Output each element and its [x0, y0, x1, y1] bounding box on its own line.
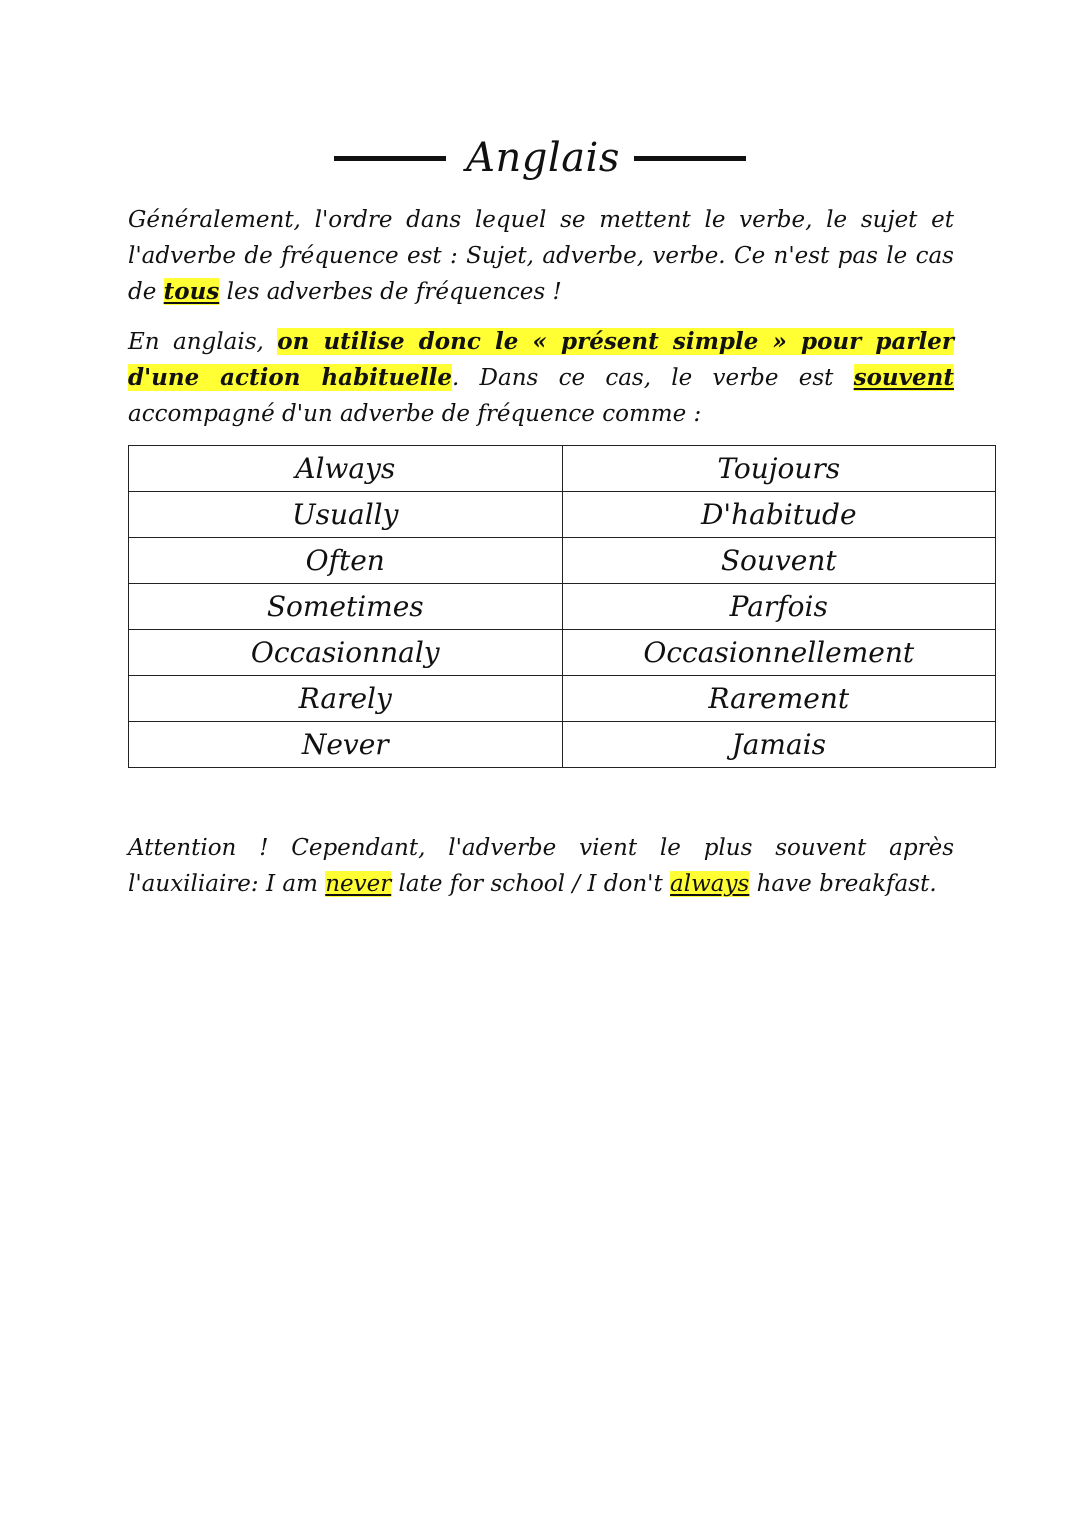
highlight-present-simple: on utilise donc le « présent simple » pour parler d'une action habituelle [128, 328, 954, 391]
table-row [129, 722, 996, 768]
paragraph-attention-mid: late for school / I don't [391, 871, 671, 897]
table-row [129, 446, 996, 492]
table-row [129, 676, 996, 722]
table-row [129, 584, 996, 630]
english-adverb: Rarely [129, 676, 563, 722]
french-adverb: Souvent [562, 538, 996, 584]
paragraph-word-order-text: Généralement, l'ordre dans lequel se mettent le verbe, le sujet et l'adverbe de fréquence est : Sujet, adverbe, verbe. Ce n'est pas le cas de [128, 207, 954, 305]
page-title: Anglais [466, 135, 620, 181]
title-row [0, 128, 1080, 188]
title-rule-left [334, 156, 446, 161]
paragraph-present-simple-mid: . Dans ce cas, le verbe est [451, 365, 854, 391]
paragraph-present-simple-start: En anglais, [128, 329, 278, 355]
adverb-frequency-table [128, 445, 996, 768]
paragraph-present-simple [128, 324, 954, 432]
english-adverb: Never [129, 722, 563, 768]
highlight-souvent: souvent [853, 364, 954, 391]
paragraph-word-order-end: les adverbes de fréquences ! [219, 279, 562, 305]
english-adverb: Always [129, 446, 563, 492]
english-adverb: Occasionnaly [129, 630, 563, 676]
french-adverb: Rarement [562, 676, 996, 722]
title-rule-right [634, 156, 746, 161]
french-adverb: D'habitude [562, 492, 996, 538]
english-adverb: Often [129, 538, 563, 584]
table-row [129, 630, 996, 676]
table-row [129, 492, 996, 538]
paragraph-word-order [128, 202, 954, 310]
table-row [129, 538, 996, 584]
paragraph-attention-end: have breakfast. [749, 871, 937, 897]
highlight-tous: tous [163, 278, 220, 305]
english-adverb: Usually [129, 492, 563, 538]
french-adverb: Occasionnellement [562, 630, 996, 676]
french-adverb: Parfois [562, 584, 996, 630]
highlight-always: always [670, 871, 750, 897]
french-adverb: Jamais [562, 722, 996, 768]
french-adverb: Toujours [562, 446, 996, 492]
paragraph-attention-start: Attention ! Cependant, l'adverbe vient le plus souvent après l'auxiliaire: I am [128, 835, 954, 897]
highlight-never: never [325, 871, 392, 897]
paragraph-attention [128, 830, 954, 902]
paragraph-present-simple-end: accompagné d'un adverbe de fréquence comme : [128, 401, 702, 427]
english-adverb: Sometimes [129, 584, 563, 630]
